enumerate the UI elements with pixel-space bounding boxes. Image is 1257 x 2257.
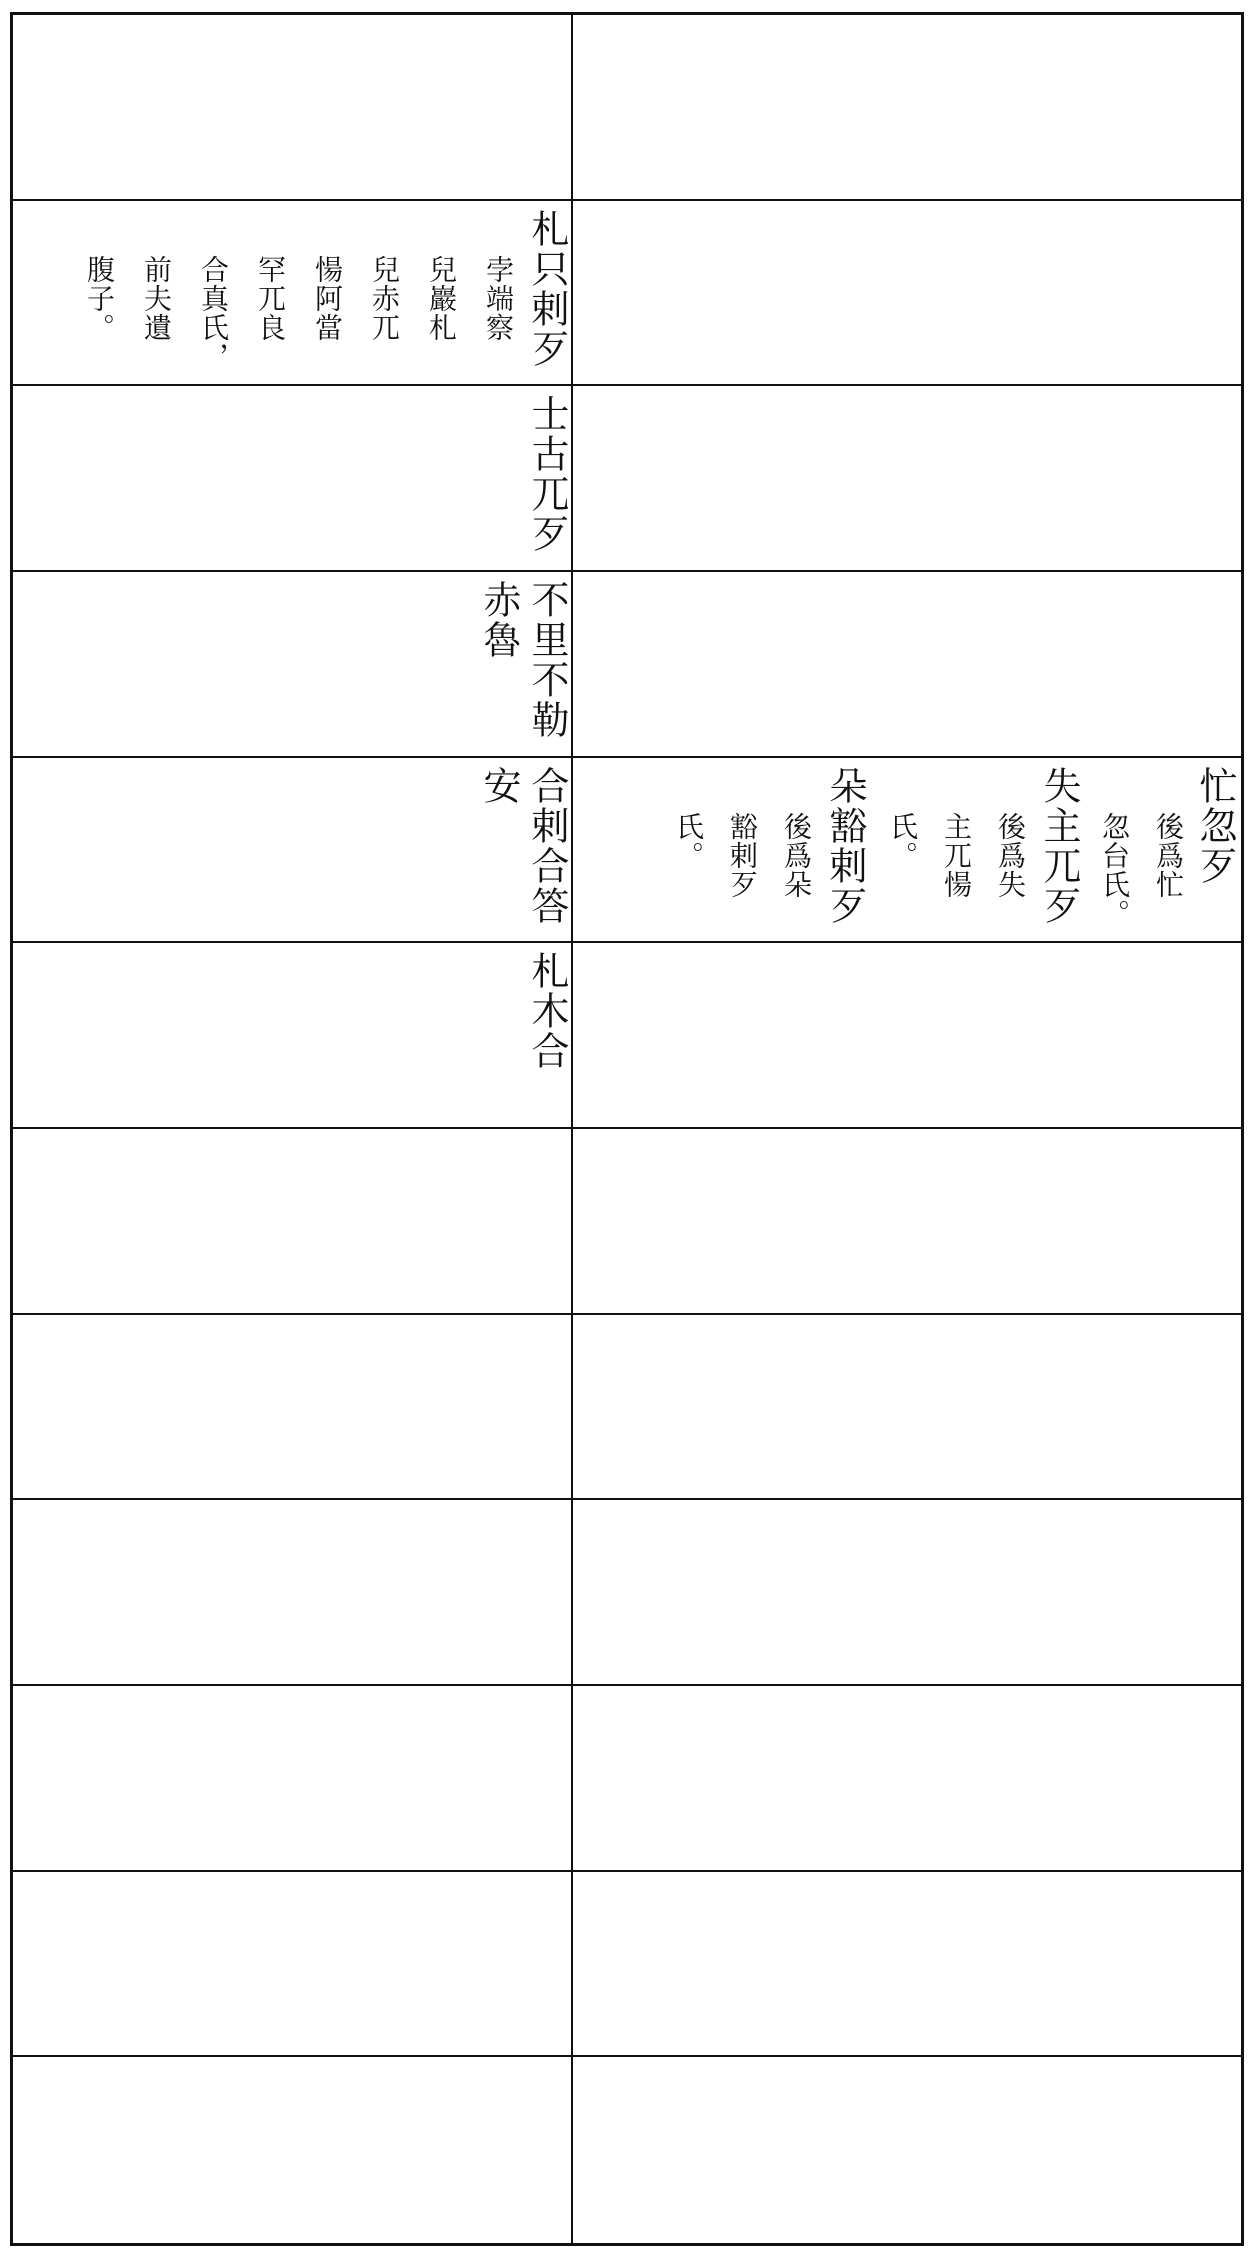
row-2-note-line-1: 孛端察: [482, 254, 515, 342]
row-6-right-cell: [573, 943, 1241, 1129]
row-12-left-cell: [13, 2057, 573, 2243]
row-11-left-cell: [13, 1872, 573, 2058]
branch-1-note-line-1: 後爲忙: [1152, 811, 1185, 899]
row-9-right-cell: [573, 1500, 1241, 1686]
branch-3-note-line-3: 氏。: [672, 811, 705, 870]
row-2-note-line-6: 合真氏，: [197, 254, 230, 371]
branch-3-note-line-1: 後爲朵: [780, 811, 813, 899]
branch-1-name: 忙忽歹: [1193, 765, 1237, 886]
branch-3-note-line-2: 豁剌歹: [726, 811, 759, 899]
branch-2-note-line-2: 主兀愓: [940, 811, 973, 899]
row-2-note-line-5: 罕兀良: [254, 254, 287, 342]
row-8-left-cell: [13, 1315, 573, 1501]
row-12-right-cell: [573, 2057, 1241, 2243]
row-8-right-cell: [573, 1315, 1241, 1501]
row-4-left-cell: [13, 572, 573, 758]
row-5-right-cell: [573, 758, 1241, 944]
row-3-name: 士古兀歹: [525, 394, 569, 555]
row-3-left-cell: [13, 386, 573, 572]
row-2-left-cell: [13, 201, 573, 387]
row-4-right-cell: [573, 572, 1241, 758]
row-11-right-cell: [573, 1872, 1241, 2058]
branch-2-note-line-1: 後爲失: [994, 811, 1027, 899]
row-2-note-line-3: 兒赤兀: [368, 254, 401, 342]
row-5-name-suffix: 安: [477, 765, 521, 806]
genealogy-table: [13, 15, 1241, 2243]
branch-1-note-line-2: 忽台氏。: [1098, 811, 1131, 928]
row-5-name: 合剌合答: [525, 765, 569, 926]
row-2-name: 札只剌歹: [525, 208, 569, 369]
row-4-name: 不里不勒: [525, 580, 569, 740]
row-7-left-cell: [13, 1129, 573, 1315]
row-3-right-cell: [573, 386, 1241, 572]
row-1-left-cell: [13, 15, 573, 201]
row-2-note-line-7: 前夫遺: [140, 254, 173, 342]
row-2-right-cell: [573, 201, 1241, 387]
genealogy-table-frame: [10, 12, 1244, 2246]
row-2-note-line-2: 兒巖札: [425, 254, 458, 342]
row-5-left-cell: [13, 758, 573, 944]
row-2-note-line-8: 腹子。: [83, 254, 116, 342]
row-10-right-cell: [573, 1686, 1241, 1872]
branch-2-name: 失主兀歹: [1037, 765, 1081, 926]
branch-3-name: 朵豁剌歹: [823, 765, 867, 926]
row-6-left-cell: [13, 943, 573, 1129]
row-10-left-cell: [13, 1686, 573, 1872]
row-1-right-cell: [573, 15, 1241, 201]
row-4-name-suffix: 赤魯: [477, 580, 521, 660]
row-7-right-cell: [573, 1129, 1241, 1315]
branch-2-note-line-3: 氏。: [886, 811, 919, 870]
row-6-name: 札木合: [525, 951, 569, 1072]
row-9-left-cell: [13, 1500, 573, 1686]
row-2-note-line-4: 愓阿當: [311, 254, 344, 342]
